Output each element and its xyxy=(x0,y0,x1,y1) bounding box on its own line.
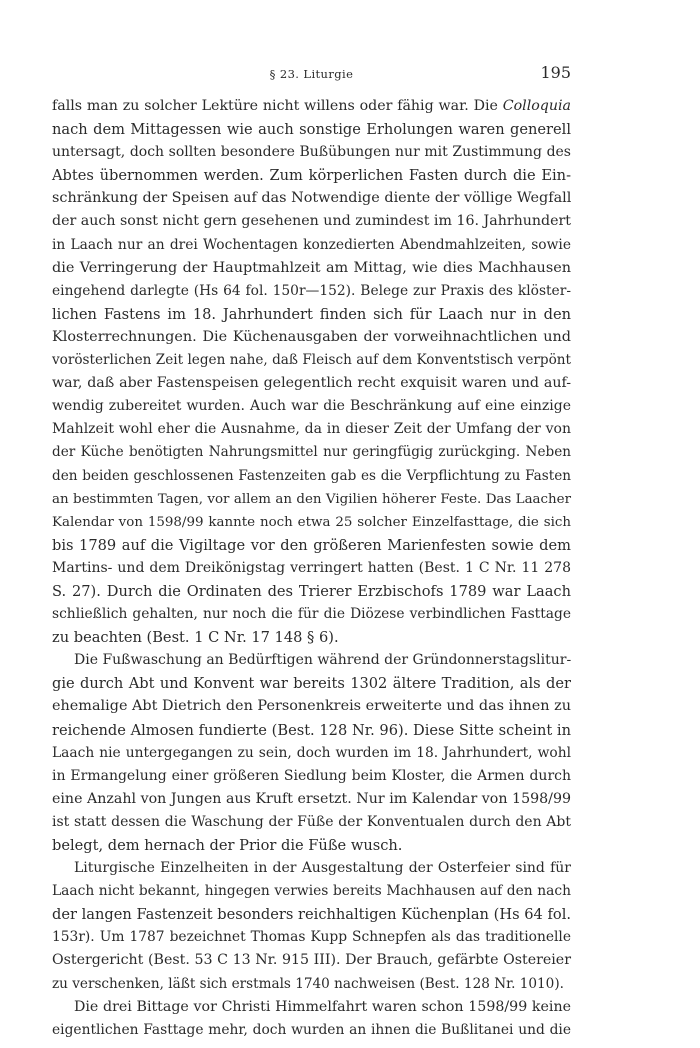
text-line: reichende Almosen fundierte (Best. 128 Nr. 96). Diese Sitte scheint in xyxy=(52,721,571,739)
text-line: zu verschenken, läßt sich erstmals 1740 nachweisen (Best. 128 Nr. 1010). xyxy=(52,975,564,992)
text-line: ehemalige Abt Dietrich den Personenkreis erweiterte und das ihnen zu xyxy=(52,698,571,715)
text-line: den beiden geschlossenen Fastenzeiten gab es die Verpflichtung zu Fasten xyxy=(52,467,571,484)
text-line: der langen Fastenzeit besonders reichhaltigen Küchenplan (Hs 64 fol. xyxy=(52,906,571,924)
text-line: Kalendar von 1598/99 kannte noch etwa 25 solcher Einzelfasttage, die sich xyxy=(52,514,571,530)
text-line: der Küche benötigten Nahrungsmittel nur geringfügig zurückging. Neben xyxy=(52,444,571,461)
text-line: der auch sonst nicht gern gesehenen und zumindest im 16. Jahrhundert xyxy=(52,213,571,230)
paragraph xyxy=(52,996,571,1042)
text-line: eine Anzahl von Jungen aus Kruft ersetzt. Nur im Kalendar von 1598/99 xyxy=(52,790,571,807)
text-line: nach dem Mittagessen wie auch sonstige Erholungen waren generell xyxy=(52,121,571,139)
text-line: schließlich gehalten, nur noch die für die Diözese verbindlichen Fasttage xyxy=(52,606,571,623)
text-line: schränkung der Speisen auf das Notwendige diente der völlige Wegfall xyxy=(52,190,572,207)
paragraph xyxy=(52,857,571,996)
text-line: falls man zu solcher Lektüre nicht willens oder fähig war. Die Colloquia xyxy=(52,98,571,114)
text-line: Die Fußwaschung an Bedürftigen während der Gründonnerstagslitur- xyxy=(74,652,572,669)
text-line: Klosterrechnungen. Die Küchenausgaben der vorweihnachtlichen und xyxy=(52,328,571,345)
text-line: Liturgische Einzelheiten in der Ausgestaltung der Osterfeier sind für xyxy=(74,860,571,877)
text-line: ist statt dessen die Waschung der Füße der Konventualen durch den Abt xyxy=(52,813,571,830)
text-line: Abtes übernommen werden. Zum körperlichen Fasten durch die Ein- xyxy=(52,167,571,185)
text-line: in Laach nur an drei Wochentagen konzedierten Abendmahlzeiten, sowie xyxy=(52,236,571,253)
italic-term: Colloquia xyxy=(502,98,571,114)
text-line: zu beachten (Best. 1 C Nr. 17 148 § 6). xyxy=(52,629,339,647)
text-line: 153r). Um 1787 bezeichnet Thomas Kupp Schnepfen als das traditionelle xyxy=(52,929,571,946)
text-line: Die drei Bittage vor Christi Himmelfahrt waren schon 1598/99 keine xyxy=(74,998,571,1015)
text-line: lichen Fastens im 18. Jahrhundert finden sich für Laach nur in den xyxy=(52,305,571,323)
text-line: die Verringerung der Hauptmahlzeit am Mittag, wie dies Machhausen xyxy=(52,259,571,276)
text-line: S. 27). Durch die Ordinaten des Trierer Erzbischofs 1789 war Laach xyxy=(52,582,571,600)
text-line: Laach nicht bekannt, hingegen verwies bereits Machhausen auf den nach xyxy=(52,883,571,900)
text-line: eigentlichen Fasttage mehr, doch wurden an ihnen die Bußlitanei und die xyxy=(52,1021,571,1038)
text-line: Martins- und dem Dreikönigstag verringert hatten (Best. 1 C Nr. 11 278 xyxy=(52,559,571,576)
text-line: gie durch Abt und Konvent war bereits 1302 ältere Tradition, als der xyxy=(52,675,571,693)
running-head: § 23. Liturgie xyxy=(269,67,354,81)
text-line: belegt, dem hernach der Prior die Füße wusch. xyxy=(52,837,403,854)
page-header xyxy=(52,63,571,83)
paragraph xyxy=(52,649,571,857)
paragraph xyxy=(52,95,571,649)
text-line: war, daß aber Fastenspeisen gelegentlich recht exquisit waren und auf- xyxy=(52,375,571,392)
text-line: an bestimmten Tagen, vor allem an den Vigilien höherer Feste. Das Laacher xyxy=(52,491,571,507)
text-line: Mahlzeit wohl eher die Ausnahme, da in dieser Zeit der Umfang der von xyxy=(52,421,571,438)
page-number: 195 xyxy=(540,63,571,82)
text-line: vorösterlichen Zeit legen nahe, daß Fleisch auf dem Konventstisch verpönt xyxy=(52,352,571,369)
text-line: bis 1789 auf die Vigiltage vor den größeren Marienfesten sowie dem xyxy=(52,536,571,554)
text-line: Ostergericht (Best. 53 C 13 Nr. 915 III). Der Brauch, gefärbte Ostereier xyxy=(52,952,571,969)
text-line: Laach nie untergegangen zu sein, doch wurden im 18. Jahrhundert, wohl xyxy=(52,744,571,761)
body-text xyxy=(52,95,571,1042)
text-line: wendig zubereitet wurden. Auch war die Beschränkung auf eine einzige xyxy=(52,398,571,415)
text-line: untersagt, doch sollten besondere Bußübungen nur mit Zustimmung des xyxy=(52,144,571,161)
text-line: eingehend darlegte (Hs 64 fol. 150r—152). Belege zur Praxis des klöster- xyxy=(52,282,571,299)
text-line: in Ermangelung einer größeren Siedlung beim Kloster, die Armen durch xyxy=(52,767,571,784)
